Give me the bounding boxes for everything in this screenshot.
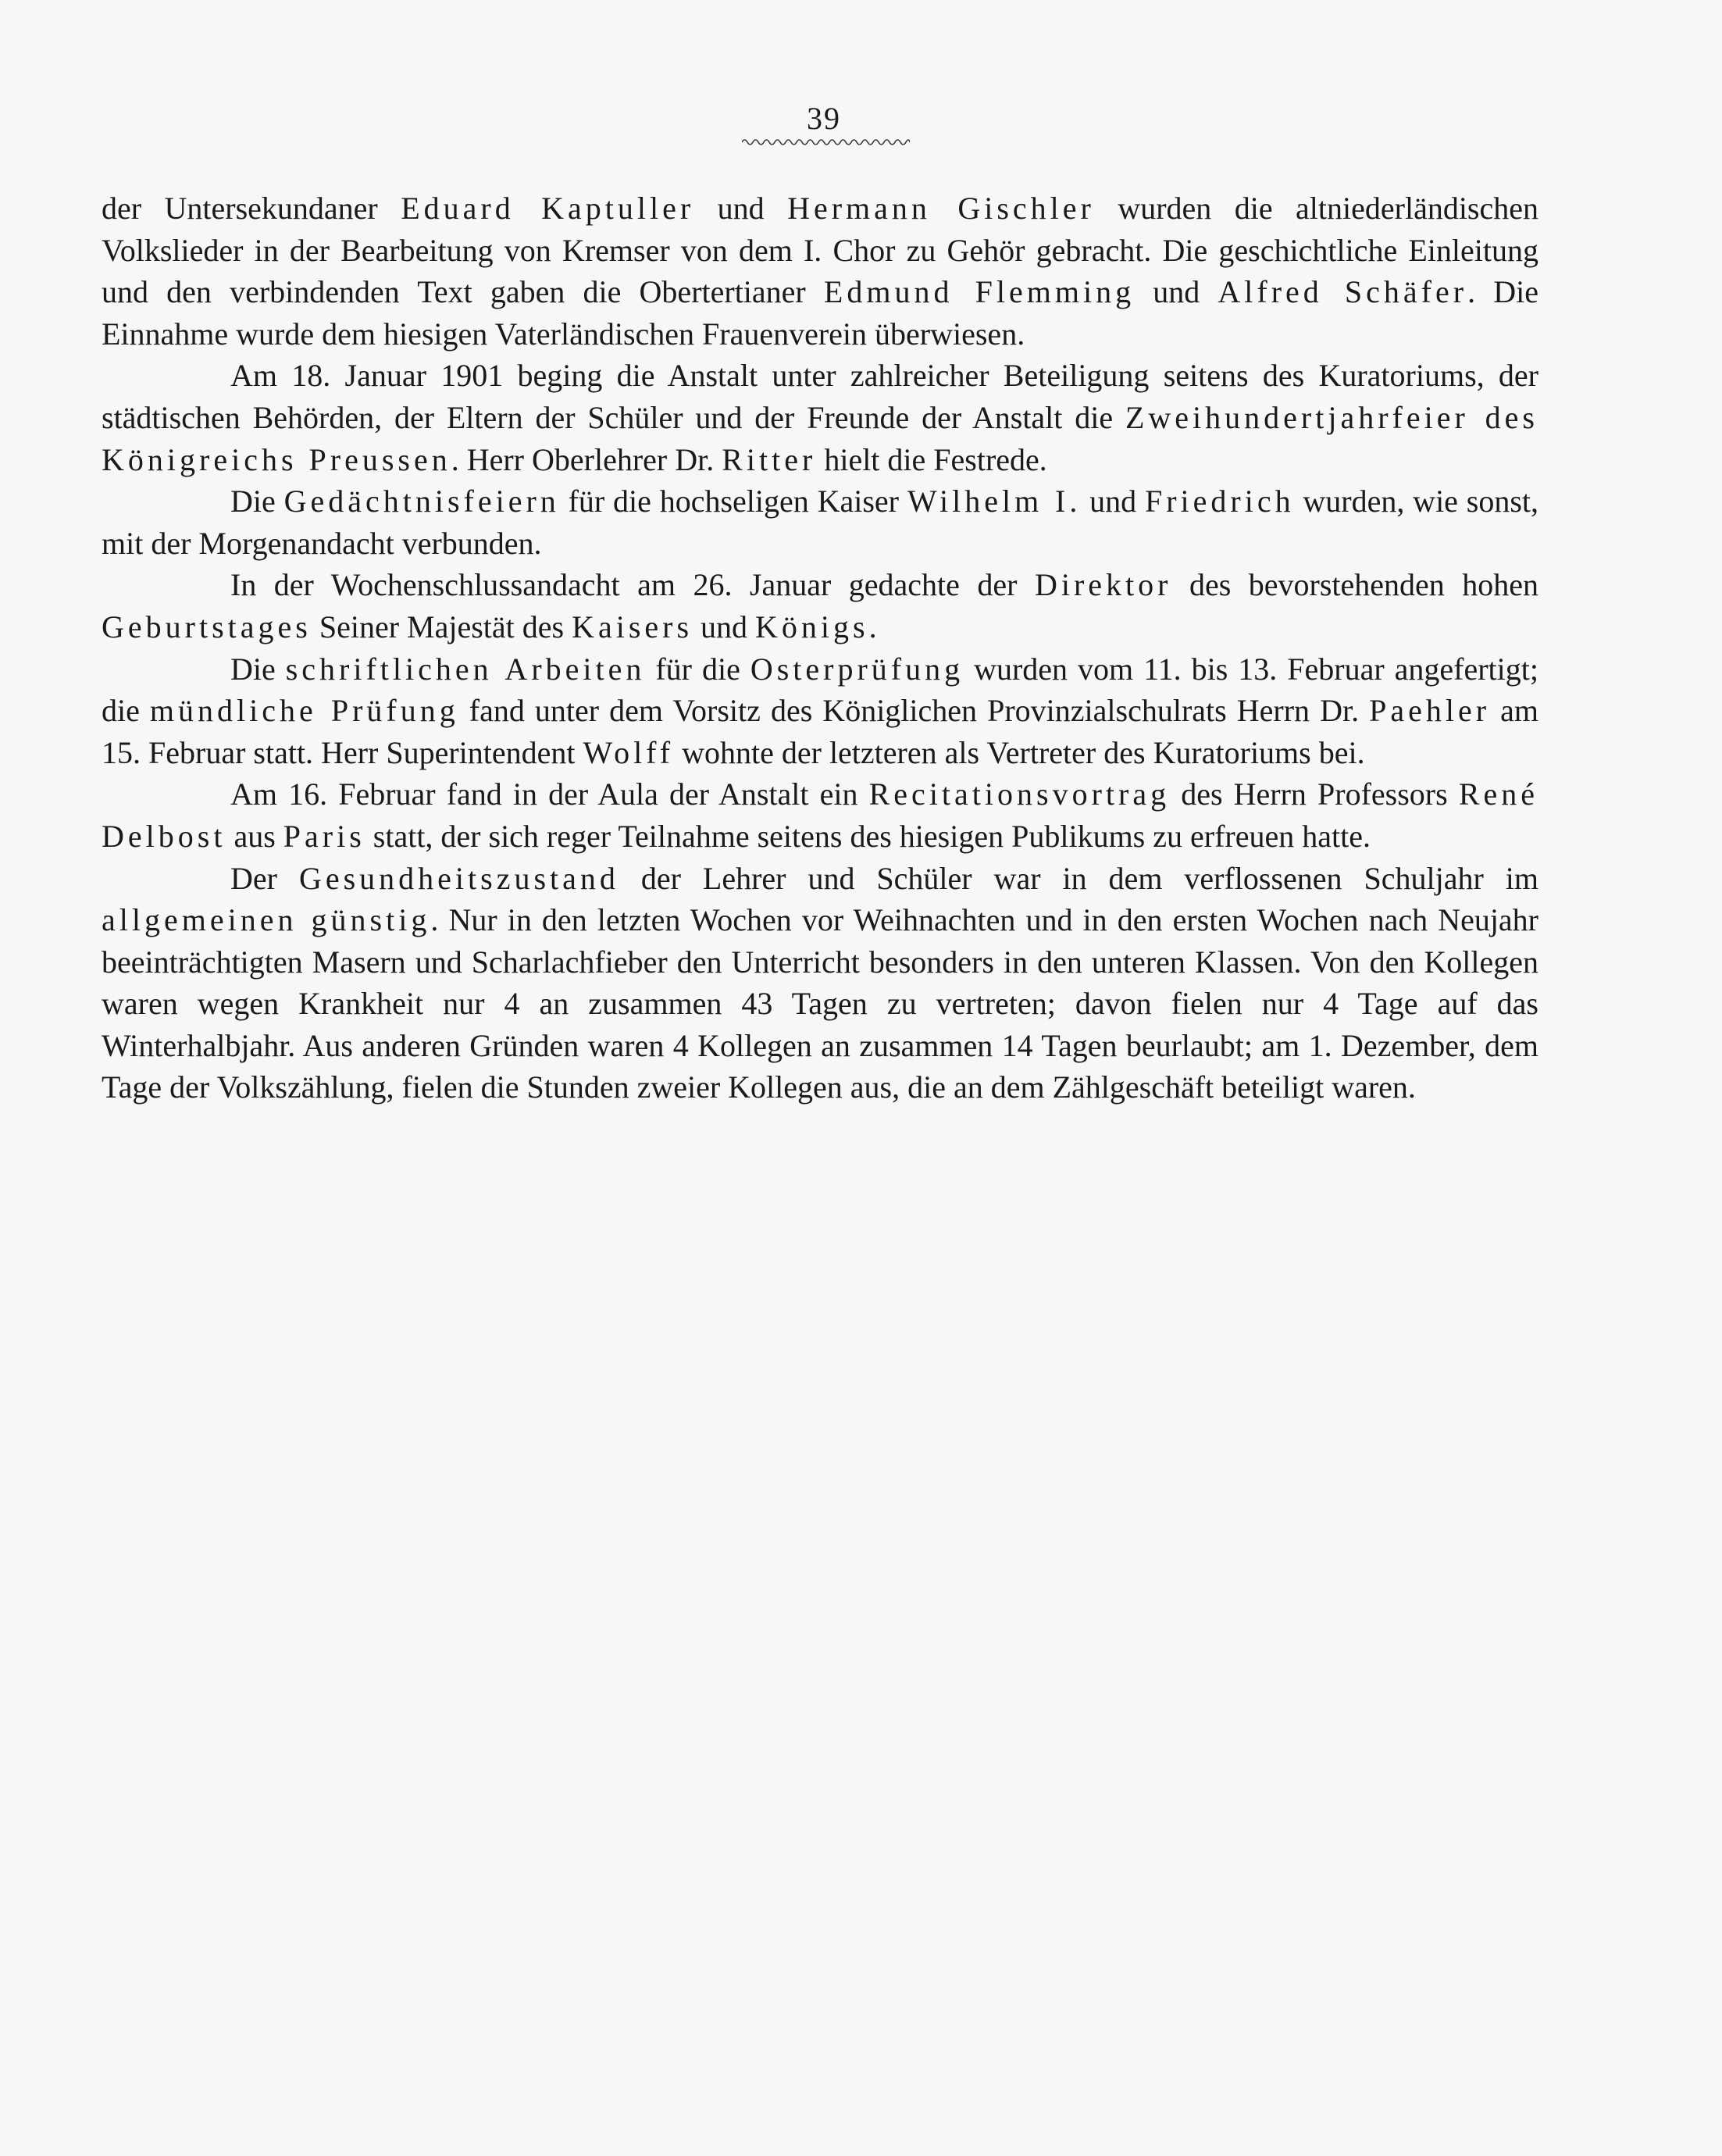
text-segment: Seiner Majestät des — [311, 609, 572, 644]
text-segment: . — [868, 609, 877, 644]
emphasized-text: Paris — [283, 818, 365, 854]
emphasized-text: Recitationsvortrag — [868, 776, 1171, 812]
paragraph — [102, 355, 1538, 480]
text-segment: für die hochseligen Kaiser — [559, 484, 907, 519]
paragraph — [102, 773, 1538, 857]
text-segment: des Herrn Professors — [1170, 776, 1459, 812]
text-segment: Am 16. Februar fand in der Aula der Anstalt ein — [230, 776, 869, 812]
emphasized-text: Gedächtnisfeiern — [283, 484, 560, 519]
text-segment: wurden die altniederländischen Volkslieder in der Bearbeitung von Kremser von dem I. Chor zu Gehör gebracht. Die geschichtliche Einleitung und den verbindenden Text gaben die Obertertianer — [102, 191, 1539, 310]
paragraph — [102, 858, 1538, 1109]
text-segment: aus — [226, 818, 283, 854]
emphasized-text: Königs — [755, 609, 869, 644]
emphasized-text: Wolff — [583, 734, 675, 770]
emphasized-text: Ritter — [722, 441, 817, 477]
emphasized-text: René Delbost — [102, 776, 1538, 854]
text-segment: Die — [230, 484, 284, 519]
text-segment: fand unter dem Vorsitz des Königlichen Provinzialschulrats Herrn Dr. — [458, 693, 1370, 729]
emphasized-text: Friedrich — [1144, 484, 1295, 519]
emphasized-text: Zweihundertjahrfeier des Königreichs Preussen — [102, 399, 1538, 477]
text-segment: . Herr Oberlehrer Dr. — [451, 441, 722, 477]
paragraph — [102, 648, 1538, 774]
text-segment: und — [1081, 484, 1145, 519]
text-segment: wohnte der letzteren als Vertreter des Kuratoriums bei. — [674, 734, 1365, 770]
emphasized-text: schriftlichen Arbeiten — [285, 651, 646, 687]
text-segment: wurden, wie sonst, mit der Morgenandacht verbunden. — [102, 484, 1539, 561]
text-segment: wurden vom 11. bis 13. Februar angefertigt; die — [102, 651, 1538, 729]
text-segment: am 15. Februar statt. Herr Superintendent — [102, 693, 1538, 770]
text-segment: für die — [645, 651, 750, 687]
emphasized-text: Hermann Gischler — [787, 191, 1095, 226]
text-segment: . Die Einnahme wurde dem hiesigen Vaterländischen Frauenverein überwiesen. — [102, 274, 1538, 352]
emphasized-text: Osterprüfung — [750, 651, 964, 687]
emphasized-text: Kaisers — [572, 609, 693, 644]
text-segment: hielt die Festrede. — [816, 441, 1047, 477]
emphasized-text: Direktor — [1034, 567, 1172, 603]
emphasized-text: Geburtstages — [102, 609, 312, 644]
emphasized-text: Eduard Kaptuller — [401, 191, 695, 226]
text-segment: der Untersekundaner — [102, 191, 401, 226]
text-segment: Der — [230, 860, 299, 896]
emphasized-text: Wilhelm I. — [907, 484, 1082, 519]
paragraph — [102, 187, 1538, 355]
emphasized-text: Edmund Flemming — [823, 274, 1136, 310]
page-number-ornament — [742, 137, 910, 148]
text-segment: statt, der sich reger Teilnahme seitens des hiesigen Publikums zu erfreuen hatte. — [365, 818, 1371, 854]
emphasized-text: Gesundheitszustand — [298, 860, 619, 896]
text-segment: des bevorstehenden hohen — [1171, 567, 1539, 603]
emphasized-text: mündliche Prüfung — [149, 693, 459, 729]
emphasized-text: Alfred Schäfer — [1218, 274, 1468, 310]
text-segment: Am 18. Januar 1901 beging die Anstalt unter zahlreicher Beteiligung seitens des Kuratoriums, der städtischen Behörden, der Eltern der Schüler und der Freunde der Anstalt die — [102, 358, 1538, 435]
paragraph — [102, 564, 1538, 648]
text-segment: Die — [230, 651, 286, 687]
emphasized-text: Paehler — [1369, 693, 1491, 729]
emphasized-text: allgemeinen günstig — [102, 902, 431, 938]
paragraph — [102, 480, 1538, 564]
text-segment: der Lehrer und Schüler war in dem verflossenen Schuljahr im — [619, 860, 1538, 896]
text-segment: In der Wochenschlussandacht am 26. Januar gedachte der — [230, 567, 1035, 603]
page-number: 39 — [807, 101, 841, 136]
text-segment: und — [693, 609, 756, 644]
text-segment: und — [694, 191, 788, 226]
body-text — [102, 187, 1538, 1108]
text-segment: . Nur in den letzten Wochen vor Weihnachten und in den ersten Wochen nach Neujahr beeinträchtigten Masern und Scharlachfieber den Unterricht besonders in den unteren Klassen. Von den Kollegen waren wegen Krankheit nur 4 an zusammen 43 Tagen zu vertreten; davon fielen nur 4 Tage auf das Winterhalbjahr. Aus anderen Gründen waren 4 Kollegen an zusammen 14 Tagen beurlaubt; am 1. Dezember, dem Tage der Volkszählung, fielen die Stunden zweier Kollegen aus, die an dem Zählgeschäft beteiligt waren. — [102, 902, 1539, 1105]
text-segment: und — [1135, 274, 1218, 310]
